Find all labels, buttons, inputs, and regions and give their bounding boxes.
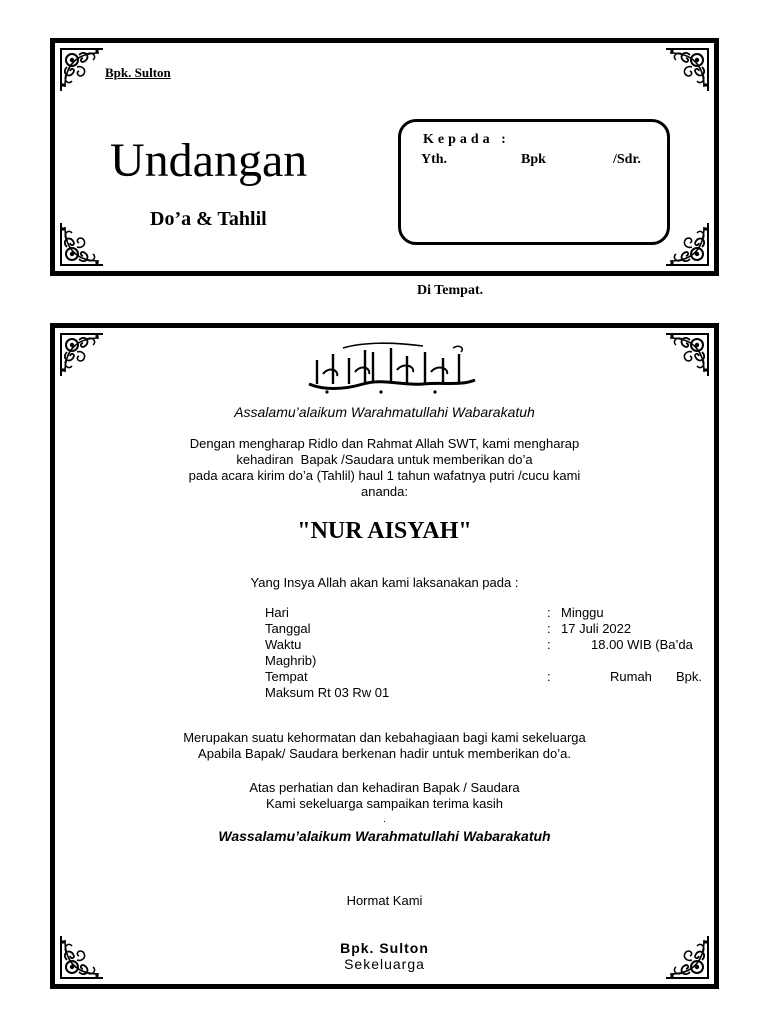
closing-line: Apabila Bapak/ Saudara berkenan hadir untuk memberikan do’a. [198, 746, 571, 761]
corner-ornament-icon [662, 330, 712, 380]
schedule-value-tempat-cont: Maksum Rt 03 Rw 01 [265, 685, 390, 700]
corner-ornament-icon [57, 330, 107, 380]
schedule-label-waktu: Waktu [265, 637, 302, 652]
schedule-value-waktu: 18.00 WIB (Ba’da [591, 637, 693, 652]
address-kepada: Kepada : [423, 132, 510, 147]
corner-ornament-icon [57, 45, 107, 95]
regards: Hormat Kami [346, 893, 423, 908]
intro-line: pada acara kirim do’a (Tahlil) haul 1 tahun wafatnya putri /cucu kami [188, 468, 581, 483]
schedule-label-tempat: Tempat [265, 669, 308, 684]
opening-greeting: Assalamu’alaikum Warahmatullahi Wabarakatuh [234, 404, 535, 420]
separator-dot: . [383, 814, 386, 825]
schedule-value-hari: Minggu [561, 605, 604, 620]
address-bpk: Bpk [521, 152, 546, 167]
address-place: Di Tempat. [417, 283, 484, 298]
schedule-value-tanggal: 17 Juli 2022 [561, 621, 632, 636]
signature-family: Sekeluarga [344, 956, 425, 972]
schedule-colon: : [547, 669, 551, 684]
closing-greeting: Wassalamu’alaikum Warahmatullahi Wabarakatuh [218, 828, 551, 844]
schedule-value-tempat: Bpk. [676, 669, 703, 684]
intro-line: ananda: [361, 484, 408, 499]
schedule-value-waktu-cont: Maghrib) [265, 653, 317, 668]
address-box [398, 119, 670, 245]
schedule-intro: Yang Insya Allah akan kami laksanakan pada : [250, 575, 519, 590]
intro-line: Dengan mengharap Ridlo dan Rahmat Allah SWT, kami mengharap [189, 436, 580, 451]
closing-line: Atas perhatian dan kehadiran Bapak / Saudara [249, 780, 520, 795]
intro-line: kehadiran Bapak /Saudara untuk memberikan do’a [236, 452, 533, 467]
closing-line: Kami sekeluarga sampaikan terima kasih [266, 796, 503, 811]
schedule-label-hari: Hari [265, 605, 289, 620]
envelope-subtitle: Do’a & Tahlil [150, 208, 267, 230]
envelope-card [50, 38, 719, 276]
corner-ornament-icon [662, 45, 712, 95]
schedule-value-tempat: Rumah [610, 669, 652, 684]
signature-name: Bpk. Sulton [340, 940, 429, 956]
sender-name: Bpk. Sulton [105, 65, 171, 80]
basmalah-calligraphy-icon [303, 340, 481, 398]
closing-line: Merupakan suatu kehormatan dan kebahagiaan bagi kami sekeluarga [183, 730, 586, 745]
schedule-colon: : [547, 637, 551, 652]
envelope-title: Undangan [110, 134, 308, 187]
schedule-label-tanggal: Tanggal [265, 621, 311, 636]
schedule-colon: : [547, 621, 551, 636]
invitation-card [50, 323, 719, 989]
schedule-colon: : [547, 605, 551, 620]
address-yth: Yth. [421, 152, 448, 167]
honoree-name: "NUR AISYAH" [297, 518, 472, 544]
corner-ornament-icon [57, 219, 107, 269]
address-sdr: /Sdr. [613, 152, 641, 167]
